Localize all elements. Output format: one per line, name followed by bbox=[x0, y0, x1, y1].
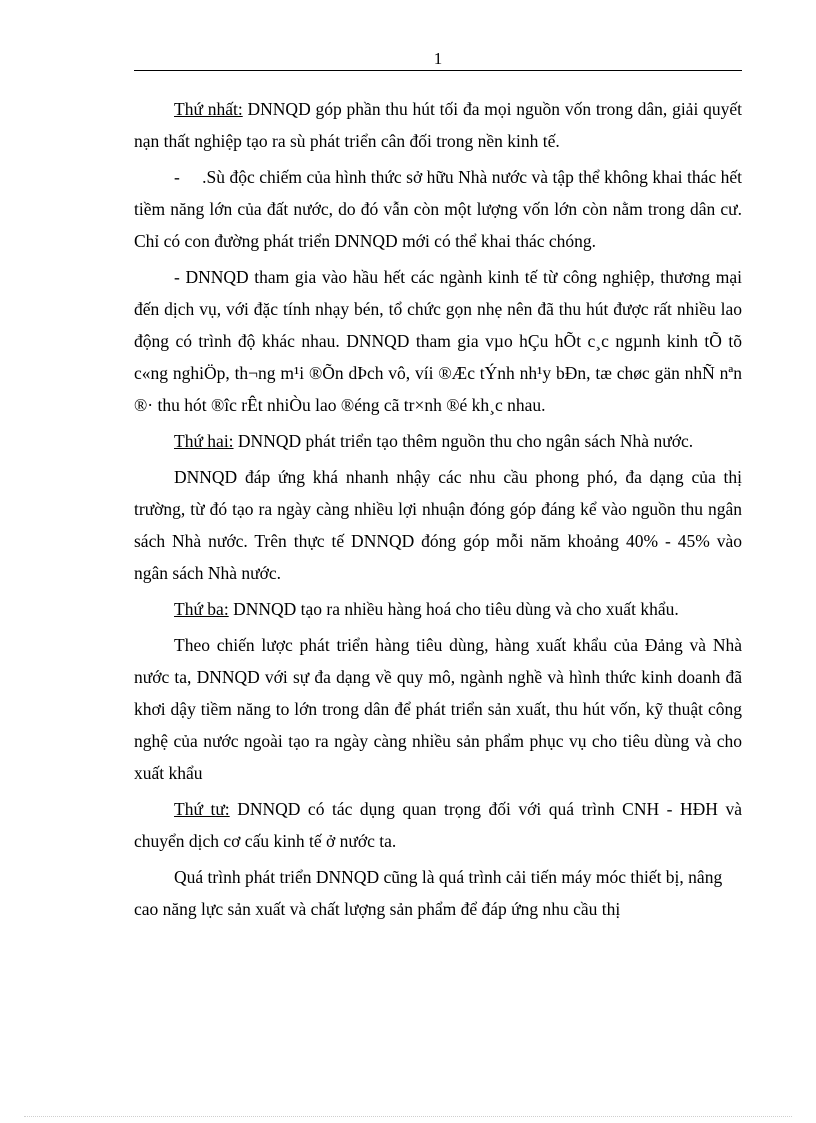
paragraph-fourth-text: DNNQD có tác dụng quan trọng đối với quá trình CNH - HĐH và chuyển dịch cơ cấu kinh tế ở nước ta. bbox=[134, 799, 742, 851]
heading-first: Thứ nhất: bbox=[174, 99, 243, 119]
paragraph-fourth bbox=[134, 793, 742, 857]
paragraph-second-text: DNNQD phát triển tạo thêm nguồn thu cho ngân sách Nhà nước. bbox=[233, 431, 694, 451]
paragraph-revenue: DNNQD đáp ứng khá nhanh nhậy các nhu cầu phong phó, đa dạng của thị trường, từ đó tạo ra ngày càng nhiều lợi nhuận đóng góp đáng kể vào nguồn thu ngân sách Nhà nước. Trên thực tế DNNQD đóng góp mỗi năm khoảng 40% - 45% vào ngân sách Nhà nước. bbox=[134, 467, 742, 583]
heading-third: Thứ ba: bbox=[174, 599, 229, 619]
paragraph-third-text: DNNQD tạo ra nhiều hàng hoá cho tiêu dùng và cho xuất khẩu. bbox=[228, 599, 679, 619]
paragraph-process: Quá trình phát triển DNNQD cũng là quá trình cải tiến máy móc thiết bị, nâng cao năng lực sản xuất và chất lượng sản phẩm để đáp ứng nhu cầu thị bbox=[134, 867, 723, 919]
paragraph-strategy: Theo chiến lược phát triển hàng tiêu dùng, hàng xuất khẩu của Đảng và Nhà nước ta, DNNQD với sự đa dạng về quy mô, ngành nghề và hình thức kinh doanh đã khơi dậy tiềm năng to lớn trong dân để phát triển sản xuất, thu hút vốn, kỹ thuật công nghệ của nước ngoài tạo ra ngày càng nhiều sản phẩm phục vụ cho tiêu dùng và cho xuất khẩu bbox=[134, 635, 742, 783]
heading-fourth: Thứ tư: bbox=[174, 799, 230, 819]
paragraph-bullet-1: - .Sù độc chiếm của hình thức sở hữu Nhà nước và tập thể không khai thác hết tiềm năng lớn của đất nước, do đó vẫn còn một lượng vốn lớn còn nằm trong dân cư. Chỉ có con đường phát triển DNNQD mới có thể khai thác chóng. bbox=[134, 167, 742, 251]
document-body bbox=[134, 93, 742, 925]
paragraph-second bbox=[134, 425, 742, 457]
paragraph-first bbox=[134, 93, 742, 157]
paragraph-bullet-2: - DNNQD tham gia vào hầu hết các ngành kinh tế từ công nghiệp, thương mại đến dịch vụ, với đặc tính nhạy bén, tổ chức gọn nhẹ nên đã thu hút được rất nhiều lao động có trình độ khác nhau. DNNQD tham gia vµo hÇu hÕt c¸c ngµnh kinh tÕ tõ c«ng nghiÖp, th¬ng m¹i ®Õn dÞch vô, víi ®Æc tÝnh nh¹y bÐn, tæ chøc gän nhÑ nªn ®· thu hót ®îc rÊt nhiÒu lao ®éng cã tr×nh ®é kh¸c nhau. bbox=[134, 267, 742, 415]
paragraph-third bbox=[134, 593, 742, 625]
page-number: 1 bbox=[433, 49, 443, 68]
heading-second: Thứ hai: bbox=[174, 431, 234, 451]
header-rule bbox=[134, 70, 742, 71]
page-bottom-border bbox=[24, 1116, 792, 1117]
paragraph-first-text: DNNQD góp phần thu hút tối đa mọi nguồn vốn trong dân, giải quyết nạn thất nghiệp tạo ra sù phát triển cân đối trong nền kinh tế. bbox=[134, 99, 742, 151]
